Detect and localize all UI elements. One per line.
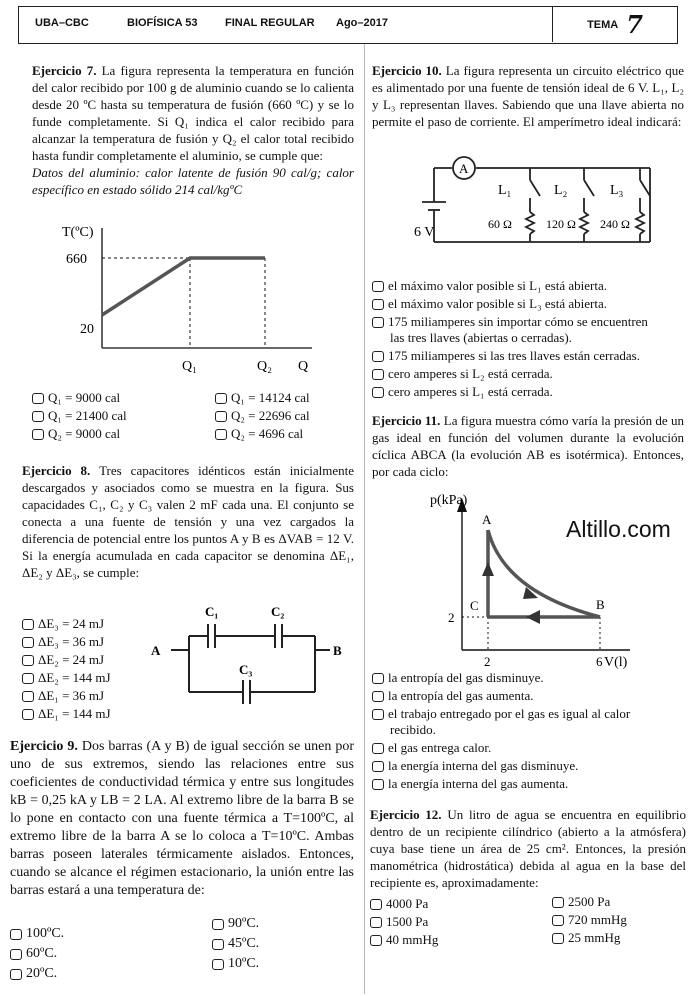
ej9-option-2[interactable] <box>212 916 259 932</box>
option-text: Q₁ = 9000 cal <box>48 390 121 405</box>
option-text: ΔE₃ = 24 mJ <box>38 616 105 631</box>
ej10-option-6[interactable] <box>372 384 553 400</box>
option-text: 25 mmHg <box>568 930 621 945</box>
ej7-y-low: 20 <box>80 322 94 337</box>
option-text: 100ºC. <box>26 926 65 941</box>
option-text: Q₂ = 22696 cal <box>231 408 310 423</box>
checkbox[interactable] <box>10 969 22 980</box>
option-text: 90ºC. <box>228 916 260 931</box>
checkbox[interactable] <box>372 369 384 380</box>
ej8-option-3[interactable] <box>22 652 104 668</box>
checkbox[interactable] <box>215 393 227 404</box>
option-text: ΔE₂ = 24 mJ <box>38 652 105 667</box>
exam-type: FINAL REGULAR <box>225 17 315 29</box>
option-text: 1500 Pa <box>386 914 429 929</box>
ej12-option-3[interactable] <box>370 914 428 930</box>
ej7-ylabel: T(ºC) <box>62 225 94 240</box>
ejercicio-12 <box>370 806 686 891</box>
ej11-option-3-cont <box>390 722 436 738</box>
ej11-title: Ejercicio 11. <box>372 413 441 428</box>
ej8-body: Tres capacitores idénticos están inicialmente descargados y asociados como se muestra en la figura. Sus capacidades C₁, C₂ y C₃ valen 2 mF cada una. El conjunto se conecta a una fuente de tensión y una vez cargados la diferencia de potencial entre los puntos A y B es ΔVAB = 12 V. Si la energía acumulada en cada capacitor se denomina ΔE₁, ΔE₂ y ΔE₃, se cumple: <box>22 463 354 580</box>
ej10-body: La figura representa un circuito eléctrico que es alimentado por una fuente de tensión ideal de 6 V. L₁, L₂ y L₃ representan llaves. Sabiendo que una llave abierta no permite el paso de corriente. El amperímetro ideal indicará: <box>372 63 684 129</box>
ej10-option-1[interactable] <box>372 278 607 294</box>
resistor-r1: 60 Ω <box>488 217 512 231</box>
checkbox[interactable] <box>212 959 224 970</box>
label-c1: C₁ <box>205 604 219 619</box>
ejercicio-10 <box>372 62 684 130</box>
checkbox[interactable] <box>32 429 44 440</box>
ej7-option-2[interactable] <box>215 390 310 406</box>
ej12-option-6[interactable] <box>552 930 620 946</box>
checkbox[interactable] <box>372 709 384 720</box>
checkbox[interactable] <box>215 429 227 440</box>
checkbox[interactable] <box>212 919 224 930</box>
ej9-option-1[interactable] <box>10 926 64 942</box>
subject: BIOFÍSICA 53 <box>127 17 198 29</box>
ej7-option-4[interactable] <box>215 408 310 424</box>
checkbox[interactable] <box>372 387 384 398</box>
checkbox[interactable] <box>372 779 384 790</box>
option-text: cero amperes si L₁ está cerrada. <box>388 384 553 399</box>
ej10-option-3-cont <box>390 330 572 346</box>
ej11-option-6[interactable] <box>372 776 568 792</box>
capacitor-diagram <box>145 600 355 705</box>
tema-box <box>552 7 677 42</box>
option-text: ΔE₂ = 144 mJ <box>38 670 111 685</box>
ej7-data: Datos del aluminio: calor latente de fusión 90 cal/g; calor específico en estado sólido 214 cal/kgºC <box>32 165 354 197</box>
option-text: 4000 Pa <box>386 896 429 911</box>
option-text: ΔE₁ = 144 mJ <box>38 706 111 721</box>
arrow-ca <box>482 562 494 576</box>
ej11-ylabel: p(kPa) <box>430 493 468 508</box>
ej8-option-4[interactable] <box>22 670 111 686</box>
option-text: 60ºC. <box>26 946 58 961</box>
checkbox[interactable] <box>552 933 564 944</box>
ej7-option-5[interactable] <box>32 426 120 442</box>
label-c2: C₂ <box>271 604 285 619</box>
exam-date: Ago–2017 <box>336 17 388 29</box>
ejercicio-9 <box>10 738 354 900</box>
ej12-option-2[interactable] <box>552 894 610 910</box>
option-text: ΔE₁ = 36 mJ <box>38 688 105 703</box>
checkbox[interactable] <box>22 673 34 684</box>
ej8-title: Ejercicio 8. <box>22 463 91 478</box>
checkbox[interactable] <box>22 709 34 720</box>
ej8-option-6[interactable] <box>22 706 111 722</box>
option-text: el gas entrega calor. <box>388 740 492 755</box>
resistor-r3: 240 Ω <box>600 217 630 231</box>
ej9-option-4[interactable] <box>212 936 259 952</box>
checkbox[interactable] <box>10 929 22 940</box>
point-a: A <box>151 643 161 658</box>
institution: UBA–CBC <box>35 17 89 29</box>
option-text: Q₁ = 14124 cal <box>231 390 310 405</box>
checkbox[interactable] <box>370 917 382 928</box>
ej7-body: La figura representa la temperatura en función del calor recibido por 100 g de aluminio cuando se lo calienta desde 20 ºC hasta su temperatura de fusión (660 ºC) y se lo funde completamente. Si Q₁ indica el calor recibido para alcanzar la temperatura de fusión y Q₂ el calor total recibido hasta fundir completamente el aluminio, se cumple que: <box>32 63 354 163</box>
ej9-option-5[interactable] <box>10 966 57 982</box>
checkbox[interactable] <box>552 915 564 926</box>
option-text: 45ºC. <box>228 936 260 951</box>
option-text: la energía interna del gas aumenta. <box>388 776 569 791</box>
ej9-option-6[interactable] <box>212 956 259 972</box>
ej8-option-5[interactable] <box>22 688 104 704</box>
ej11-body: La figura muestra cómo varía la presión de un gas ideal en función del volumen durante la evolución cíclica ABCA (la evolución AB es isotérmica). Entonces, por cada ciclo: <box>372 413 684 479</box>
watermark-logo: Altillo.com <box>566 516 671 542</box>
point-b: B <box>596 597 605 612</box>
label-c3: C₃ <box>239 662 253 677</box>
option-text: 10ºC. <box>228 956 260 971</box>
ej11-option-4[interactable] <box>372 740 491 756</box>
ej7-option-6[interactable] <box>215 426 303 442</box>
checkbox[interactable] <box>372 691 384 702</box>
ej7-graph <box>60 218 340 378</box>
tick-p2: 2 <box>448 610 455 625</box>
checkbox[interactable] <box>10 949 22 960</box>
checkbox[interactable] <box>22 691 34 702</box>
ej12-option-4[interactable] <box>552 912 627 928</box>
ej9-title: Ejercicio 9. <box>10 739 78 754</box>
checkbox[interactable] <box>552 897 564 908</box>
ej12-option-5[interactable] <box>370 932 438 948</box>
source-label: 6 V <box>414 225 435 240</box>
exam-header <box>18 6 678 44</box>
temperature-curve <box>102 258 265 315</box>
checkbox[interactable] <box>370 899 382 910</box>
ej10-option-2[interactable] <box>372 296 607 312</box>
ej8-option-1[interactable] <box>22 616 104 632</box>
option-text: 2500 Pa <box>568 894 611 909</box>
checkbox[interactable] <box>372 317 384 328</box>
process-ab <box>488 530 600 617</box>
option-text: la entropía del gas aumenta. <box>388 688 534 703</box>
checkbox[interactable] <box>22 637 34 648</box>
ejercicio-11 <box>372 412 684 480</box>
checkbox[interactable] <box>22 619 34 630</box>
option-text: 40 mmHg <box>386 932 439 947</box>
point-a: A <box>482 512 492 527</box>
ej7-y-high: 660 <box>66 252 87 267</box>
option-text: recibido. <box>390 722 436 737</box>
option-text: Q₂ = 9000 cal <box>48 426 121 441</box>
column-divider <box>364 44 365 994</box>
ammeter-label: A <box>459 161 469 176</box>
checkbox[interactable] <box>372 281 384 292</box>
ejercicio-7 <box>32 62 354 198</box>
option-text: el máximo valor posible si L₁ está abierta. <box>388 278 607 293</box>
checkbox[interactable] <box>372 351 384 362</box>
ej9-body: Dos barras (A y B) de igual sección se unen por uno de sus extremos, siendo las relaciones entre sus coeficientes de conductividad térmica y entre sus longitudes kB = 0,25 kA y LB = 2 LA. Al extremo libre de la barra B se lo pone en contacto con una fuente térmica a T=100ºC, al extremo libre de la barra A se lo coloca a T=10ºC. Ambas barras poseen laterales térmicamente aislados. Entonces, cuando se alcance el régimen estacionario, la unión entre las barras estará a una temperatura de: <box>10 739 354 898</box>
option-text: ΔE₃ = 36 mJ <box>38 634 105 649</box>
switch-l2: L₂ <box>554 183 568 198</box>
option-text: 175 miliamperes sin importar cómo se encuentren <box>388 314 648 329</box>
ej10-option-4[interactable] <box>372 348 640 364</box>
ej11-option-5[interactable] <box>372 758 578 774</box>
ej7-q1: Q₁ <box>182 359 197 374</box>
tick-v6: 6 <box>596 654 603 669</box>
checkbox[interactable] <box>32 411 44 422</box>
ej10-title: Ejercicio 10. <box>372 63 442 78</box>
tema-number: 7 <box>626 10 643 39</box>
option-text: las tres llaves (abiertas o cerradas). <box>390 330 572 345</box>
option-text: cero amperes si L₂ está cerrada. <box>388 366 553 381</box>
ej7-q2: Q₂ <box>257 359 272 374</box>
checkbox[interactable] <box>372 761 384 772</box>
arrow-bc <box>526 610 540 624</box>
option-text: la entropía del gas disminuye. <box>388 670 544 685</box>
checkbox[interactable] <box>370 935 382 946</box>
checkbox[interactable] <box>212 939 224 950</box>
option-text: la energía interna del gas disminuye. <box>388 758 579 773</box>
ej9-option-3[interactable] <box>10 946 57 962</box>
circuit-diagram <box>400 150 670 265</box>
ej7-xlabel: Q <box>298 359 309 374</box>
ej10-option-5[interactable] <box>372 366 553 382</box>
tick-v2: 2 <box>484 654 491 669</box>
ej7-title: Ejercicio 7. <box>32 63 97 78</box>
ej11-option-3[interactable] <box>372 706 630 722</box>
option-text: 175 miliamperes si las tres llaves están cerradas. <box>388 348 640 363</box>
ej7-option-3[interactable] <box>32 408 127 424</box>
checkbox[interactable] <box>215 411 227 422</box>
ej12-title: Ejercicio 12. <box>370 807 442 822</box>
option-text: Q₂ = 4696 cal <box>231 426 304 441</box>
point-c: C <box>470 598 479 613</box>
option-text: el trabajo entregado por el gas es igual al calor <box>388 706 631 721</box>
ej11-option-1[interactable] <box>372 670 544 686</box>
checkbox[interactable] <box>32 393 44 404</box>
resistor-r2: 120 Ω <box>546 217 576 231</box>
checkbox[interactable] <box>372 743 384 754</box>
option-text: 720 mmHg <box>568 912 627 927</box>
ej11-xlabel: V(l) <box>604 655 628 670</box>
ej7-option-1[interactable] <box>32 390 120 406</box>
checkbox[interactable] <box>372 673 384 684</box>
point-b: B <box>333 643 342 658</box>
ej12-body: Un litro de agua se encuentra en equilibrio dentro de un recipiente cilíndrico (abierto a la atmósfera) cuya base tiene un área de 25 cm². Entonces, la presión manométrica (hidrostática) debida al agua en la base del recipiente es, aproximadamente: <box>370 807 687 890</box>
ej12-option-1[interactable] <box>370 896 428 912</box>
switch-l3: L₃ <box>610 183 624 198</box>
checkbox[interactable] <box>372 299 384 310</box>
ej10-option-3[interactable] <box>372 314 648 330</box>
checkbox[interactable] <box>22 655 34 666</box>
ej11-option-2[interactable] <box>372 688 533 704</box>
ejercicio-8 <box>22 462 354 581</box>
ej8-option-2[interactable] <box>22 634 104 650</box>
switch-l1: L₁ <box>498 183 512 198</box>
tema-label: TEMA <box>587 18 619 31</box>
option-text: Q₁ = 21400 cal <box>48 408 127 423</box>
option-text: el máximo valor posible si L₃ está abierta. <box>388 296 607 311</box>
option-text: 20ºC. <box>26 966 58 981</box>
